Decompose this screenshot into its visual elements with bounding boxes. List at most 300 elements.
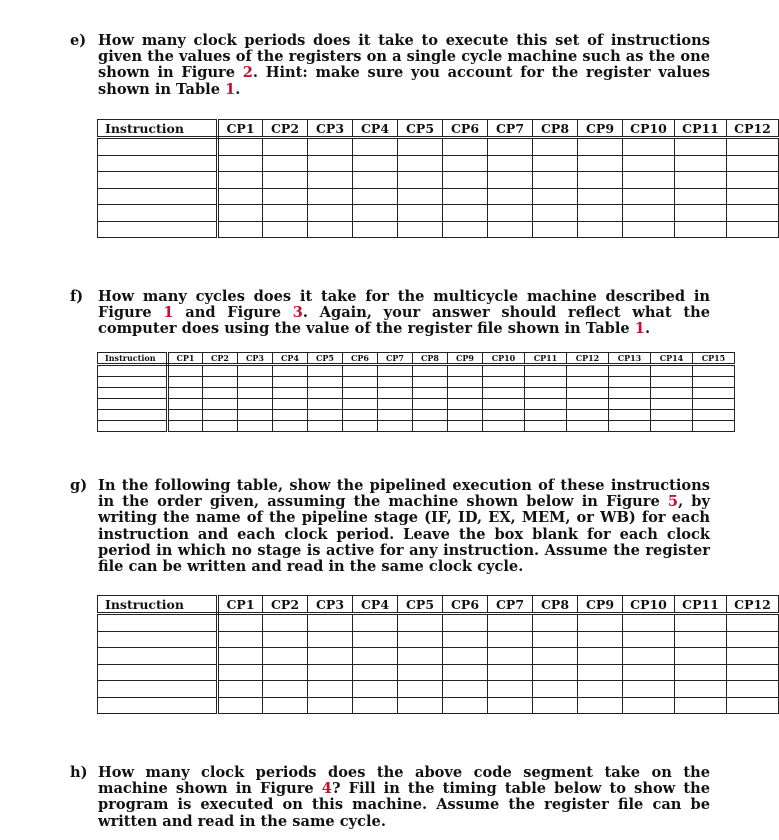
stage-cell[interactable] <box>343 388 378 399</box>
stage-cell[interactable] <box>651 410 693 421</box>
stage-cell[interactable] <box>273 410 308 421</box>
stage-cell[interactable] <box>238 388 273 399</box>
stage-cell[interactable] <box>263 681 308 698</box>
clock-period-header: CP10 <box>623 120 675 138</box>
stage-cell[interactable] <box>203 421 238 432</box>
stage-cell[interactable] <box>308 410 343 421</box>
stage-cell[interactable] <box>525 365 567 377</box>
stage-cell[interactable] <box>273 399 308 410</box>
table-row <box>98 681 779 698</box>
clock-period-header: CP4 <box>353 120 398 138</box>
stage-cell[interactable] <box>218 648 263 665</box>
instruction-cell[interactable] <box>98 664 218 681</box>
stage-cell[interactable] <box>488 648 533 665</box>
stage-cell[interactable] <box>443 155 488 172</box>
table-row <box>98 631 779 648</box>
stage-cell[interactable] <box>263 138 308 156</box>
stage-cell[interactable] <box>413 399 448 410</box>
clock-period-header: CP12 <box>567 353 609 365</box>
stage-cell[interactable] <box>308 697 353 714</box>
stage-cell[interactable] <box>525 410 567 421</box>
stage-cell[interactable] <box>443 172 488 189</box>
stage-cell[interactable] <box>238 421 273 432</box>
stage-cell[interactable] <box>727 138 779 156</box>
stage-cell[interactable] <box>443 614 488 632</box>
clock-period-header: CP3 <box>238 353 273 365</box>
stage-cell[interactable] <box>378 365 413 377</box>
stage-cell[interactable] <box>378 421 413 432</box>
stage-cell[interactable] <box>727 697 779 714</box>
stage-cell[interactable] <box>218 172 263 189</box>
stage-cell[interactable] <box>623 221 675 238</box>
instruction-cell[interactable] <box>98 631 218 648</box>
stage-cell[interactable] <box>263 172 308 189</box>
stage-cell[interactable] <box>567 365 609 377</box>
stage-cell[interactable] <box>727 172 779 189</box>
stage-cell[interactable] <box>727 205 779 222</box>
clock-period-header: CP12 <box>727 120 779 138</box>
stage-cell[interactable] <box>578 681 623 698</box>
stage-cell[interactable] <box>378 410 413 421</box>
stage-cell[interactable] <box>533 205 578 222</box>
text-run: How many clock periods does the above code segment take on the machine shown in Figure <box>98 764 710 798</box>
stage-cell[interactable] <box>168 365 203 377</box>
stage-cell[interactable] <box>263 205 308 222</box>
stage-cell[interactable] <box>273 365 308 377</box>
stage-cell[interactable] <box>168 421 203 432</box>
stage-cell[interactable] <box>218 664 263 681</box>
stage-cell[interactable] <box>413 377 448 388</box>
cross-reference-link[interactable]: 1 <box>225 80 236 98</box>
stage-cell[interactable] <box>308 631 353 648</box>
table-row <box>98 399 735 410</box>
stage-cell[interactable] <box>218 138 263 156</box>
stage-cell[interactable] <box>308 188 353 205</box>
stage-cell[interactable] <box>343 377 378 388</box>
stage-cell[interactable] <box>578 188 623 205</box>
instruction-cell[interactable] <box>98 221 218 238</box>
stage-cell[interactable] <box>578 631 623 648</box>
stage-cell[interactable] <box>483 421 525 432</box>
stage-cell[interactable] <box>623 205 675 222</box>
stage-cell[interactable] <box>675 221 727 238</box>
stage-cell[interactable] <box>443 664 488 681</box>
stage-cell[interactable] <box>398 697 443 714</box>
stage-cell[interactable] <box>675 155 727 172</box>
table-row <box>98 365 735 377</box>
table-row <box>98 188 779 205</box>
stage-cell[interactable] <box>413 388 448 399</box>
stage-cell[interactable] <box>378 377 413 388</box>
stage-cell[interactable] <box>218 614 263 632</box>
stage-cell[interactable] <box>308 221 353 238</box>
table-row <box>98 138 779 156</box>
stage-cell[interactable] <box>448 365 483 377</box>
stage-cell[interactable] <box>623 188 675 205</box>
stage-cell[interactable] <box>483 410 525 421</box>
stage-cell[interactable] <box>263 631 308 648</box>
stage-cell[interactable] <box>651 421 693 432</box>
stage-cell[interactable] <box>398 188 443 205</box>
stage-cell[interactable] <box>263 664 308 681</box>
instruction-cell[interactable] <box>98 681 218 698</box>
stage-cell[interactable] <box>398 648 443 665</box>
stage-cell[interactable] <box>398 155 443 172</box>
clock-period-header: CP11 <box>675 596 727 614</box>
stage-cell[interactable] <box>488 188 533 205</box>
stage-cell[interactable] <box>443 205 488 222</box>
stage-cell[interactable] <box>443 138 488 156</box>
stage-cell[interactable] <box>218 221 263 238</box>
clock-period-header: CP10 <box>483 353 525 365</box>
stage-cell[interactable] <box>578 205 623 222</box>
instruction-cell[interactable] <box>98 138 218 156</box>
text-run: . Hint: make sure you account for the register values shown in Table <box>98 64 710 98</box>
stage-cell[interactable] <box>693 365 735 377</box>
stage-cell[interactable] <box>675 681 727 698</box>
stage-cell[interactable] <box>488 205 533 222</box>
stage-cell[interactable] <box>443 188 488 205</box>
stage-cell[interactable] <box>273 421 308 432</box>
instruction-cell[interactable] <box>98 399 168 410</box>
stage-cell[interactable] <box>353 614 398 632</box>
stage-cell[interactable] <box>308 664 353 681</box>
stage-cell[interactable] <box>483 365 525 377</box>
stage-cell[interactable] <box>488 631 533 648</box>
stage-cell[interactable] <box>263 697 308 714</box>
stage-cell[interactable] <box>651 377 693 388</box>
stage-cell[interactable] <box>488 221 533 238</box>
stage-cell[interactable] <box>533 614 578 632</box>
stage-cell[interactable] <box>675 697 727 714</box>
stage-cell[interactable] <box>353 681 398 698</box>
table-row <box>98 697 779 714</box>
stage-cell[interactable] <box>533 664 578 681</box>
stage-cell[interactable] <box>727 664 779 681</box>
stage-cell[interactable] <box>675 648 727 665</box>
stage-cell[interactable] <box>533 631 578 648</box>
instruction-cell[interactable] <box>98 421 168 432</box>
clock-period-header: CP9 <box>448 353 483 365</box>
stage-cell[interactable] <box>623 155 675 172</box>
stage-cell[interactable] <box>488 155 533 172</box>
stage-cell[interactable] <box>263 188 308 205</box>
stage-cell[interactable] <box>398 614 443 632</box>
stage-cell[interactable] <box>567 421 609 432</box>
stage-cell[interactable] <box>168 399 203 410</box>
stage-cell[interactable] <box>623 681 675 698</box>
stage-cell[interactable] <box>675 138 727 156</box>
stage-cell[interactable] <box>238 399 273 410</box>
clock-period-header: CP5 <box>398 596 443 614</box>
cross-reference-link[interactable]: 1 <box>163 304 174 322</box>
stage-cell[interactable] <box>567 377 609 388</box>
stage-cell[interactable] <box>218 631 263 648</box>
stage-cell[interactable] <box>343 365 378 377</box>
stage-cell[interactable] <box>168 388 203 399</box>
stage-cell[interactable] <box>308 205 353 222</box>
stage-cell[interactable] <box>533 221 578 238</box>
stage-cell[interactable] <box>218 155 263 172</box>
instruction-cell[interactable] <box>98 365 168 377</box>
question-text <box>98 33 710 98</box>
stage-cell[interactable] <box>448 421 483 432</box>
stage-cell[interactable] <box>693 421 735 432</box>
instruction-cell[interactable] <box>98 410 168 421</box>
clock-period-header: CP10 <box>623 596 675 614</box>
stage-cell[interactable] <box>263 614 308 632</box>
stage-cell[interactable] <box>623 138 675 156</box>
stage-cell[interactable] <box>675 172 727 189</box>
stage-cell[interactable] <box>483 399 525 410</box>
stage-cell[interactable] <box>238 365 273 377</box>
clock-period-header: CP8 <box>533 596 578 614</box>
stage-cell[interactable] <box>443 697 488 714</box>
stage-cell[interactable] <box>651 388 693 399</box>
stage-cell[interactable] <box>578 172 623 189</box>
text-run: , by writing the name of the pipeline stage (IF, ID, EX, MEM, or WB) for each instruction and each clock period. Leave the box blank for each clock period in which no stage is active for any instruction. Assume the register file can be written and read in the same clock cycle. <box>98 493 710 576</box>
stage-cell[interactable] <box>263 221 308 238</box>
stage-cell[interactable] <box>443 221 488 238</box>
stage-cell[interactable] <box>218 188 263 205</box>
stage-cell[interactable] <box>693 410 735 421</box>
stage-cell[interactable] <box>623 631 675 648</box>
stage-cell[interactable] <box>675 614 727 632</box>
table-header-row <box>98 353 735 365</box>
stage-cell[interactable] <box>693 377 735 388</box>
stage-cell[interactable] <box>308 421 343 432</box>
stage-cell[interactable] <box>398 664 443 681</box>
stage-cell[interactable] <box>353 172 398 189</box>
stage-cell[interactable] <box>693 399 735 410</box>
stage-cell[interactable] <box>578 648 623 665</box>
stage-cell[interactable] <box>168 410 203 421</box>
stage-cell[interactable] <box>168 377 203 388</box>
stage-cell[interactable] <box>525 399 567 410</box>
stage-cell[interactable] <box>203 377 238 388</box>
stage-cell[interactable] <box>623 697 675 714</box>
stage-cell[interactable] <box>443 648 488 665</box>
cross-reference-link[interactable]: 3 <box>292 304 303 322</box>
question-e <box>70 33 710 98</box>
stage-cell[interactable] <box>218 205 263 222</box>
stage-cell[interactable] <box>483 388 525 399</box>
stage-cell[interactable] <box>353 138 398 156</box>
stage-cell[interactable] <box>609 365 651 377</box>
stage-cell[interactable] <box>675 631 727 648</box>
stage-cell[interactable] <box>727 155 779 172</box>
instruction-cell[interactable] <box>98 205 218 222</box>
clock-period-header: CP3 <box>308 596 353 614</box>
stage-cell[interactable] <box>609 388 651 399</box>
cross-reference-link[interactable]: 1 <box>634 320 645 338</box>
stage-cell[interactable] <box>353 631 398 648</box>
stage-cell[interactable] <box>693 388 735 399</box>
stage-cell[interactable] <box>343 410 378 421</box>
instruction-cell[interactable] <box>98 697 218 714</box>
instruction-cell[interactable] <box>98 172 218 189</box>
stage-cell[interactable] <box>675 205 727 222</box>
stage-cell[interactable] <box>727 614 779 632</box>
instruction-cell[interactable] <box>98 155 218 172</box>
stage-cell[interactable] <box>567 399 609 410</box>
table-header-row <box>98 120 779 138</box>
stage-cell[interactable] <box>413 410 448 421</box>
stage-cell[interactable] <box>609 399 651 410</box>
table-row <box>98 172 779 189</box>
stage-cell[interactable] <box>398 221 443 238</box>
stage-cell[interactable] <box>578 614 623 632</box>
stage-cell[interactable] <box>488 138 533 156</box>
stage-cell[interactable] <box>308 399 343 410</box>
stage-cell[interactable] <box>308 614 353 632</box>
stage-cell[interactable] <box>567 410 609 421</box>
stage-cell[interactable] <box>353 155 398 172</box>
stage-cell[interactable] <box>308 172 353 189</box>
cross-reference-link[interactable]: 2 <box>242 64 253 82</box>
stage-cell[interactable] <box>398 172 443 189</box>
stage-cell[interactable] <box>353 648 398 665</box>
stage-cell[interactable] <box>353 221 398 238</box>
stage-cell[interactable] <box>218 681 263 698</box>
stage-cell[interactable] <box>203 410 238 421</box>
instruction-cell[interactable] <box>98 377 168 388</box>
stage-cell[interactable] <box>651 399 693 410</box>
instruction-cell[interactable] <box>98 614 218 632</box>
stage-cell[interactable] <box>567 388 609 399</box>
stage-cell[interactable] <box>609 410 651 421</box>
stage-cell[interactable] <box>533 138 578 156</box>
stage-cell[interactable] <box>398 681 443 698</box>
stage-cell[interactable] <box>308 365 343 377</box>
stage-cell[interactable] <box>413 365 448 377</box>
question-text <box>98 478 710 575</box>
stage-cell[interactable] <box>727 631 779 648</box>
stage-cell[interactable] <box>533 648 578 665</box>
stage-cell[interactable] <box>448 399 483 410</box>
stage-cell[interactable] <box>353 697 398 714</box>
stage-cell[interactable] <box>398 138 443 156</box>
stage-cell[interactable] <box>525 421 567 432</box>
stage-cell[interactable] <box>623 172 675 189</box>
stage-cell[interactable] <box>488 697 533 714</box>
stage-cell[interactable] <box>203 388 238 399</box>
stage-cell[interactable] <box>238 410 273 421</box>
stage-cell[interactable] <box>238 377 273 388</box>
clock-period-header: CP12 <box>727 596 779 614</box>
stage-cell[interactable] <box>525 388 567 399</box>
stage-cell[interactable] <box>308 138 353 156</box>
stage-cell[interactable] <box>263 155 308 172</box>
cross-reference-link[interactable]: 4 <box>321 780 332 798</box>
stage-cell[interactable] <box>578 155 623 172</box>
stage-cell[interactable] <box>398 631 443 648</box>
stage-cell[interactable] <box>727 188 779 205</box>
stage-cell[interactable] <box>533 188 578 205</box>
stage-cell[interactable] <box>308 648 353 665</box>
stage-cell[interactable] <box>398 205 443 222</box>
stage-cell[interactable] <box>675 188 727 205</box>
clock-period-header: CP4 <box>273 353 308 365</box>
stage-cell[interactable] <box>343 421 378 432</box>
stage-cell[interactable] <box>609 377 651 388</box>
instruction-cell[interactable] <box>98 388 168 399</box>
stage-cell[interactable] <box>578 138 623 156</box>
stage-cell[interactable] <box>448 410 483 421</box>
stage-cell[interactable] <box>443 631 488 648</box>
stage-cell[interactable] <box>448 388 483 399</box>
instruction-cell[interactable] <box>98 648 218 665</box>
text-run: . <box>644 320 651 338</box>
stage-cell[interactable] <box>488 614 533 632</box>
stage-cell[interactable] <box>623 614 675 632</box>
stage-cell[interactable] <box>533 681 578 698</box>
clock-period-header: CP15 <box>693 353 735 365</box>
clock-period-header: CP2 <box>263 596 308 614</box>
stage-cell[interactable] <box>675 664 727 681</box>
stage-cell[interactable] <box>533 697 578 714</box>
stage-cell[interactable] <box>727 648 779 665</box>
stage-cell[interactable] <box>263 648 308 665</box>
stage-cell[interactable] <box>448 377 483 388</box>
clock-period-header: CP1 <box>218 596 263 614</box>
stage-cell[interactable] <box>483 377 525 388</box>
clock-period-header: CP3 <box>308 120 353 138</box>
stage-cell[interactable] <box>413 421 448 432</box>
stage-cell[interactable] <box>727 681 779 698</box>
stage-cell[interactable] <box>203 399 238 410</box>
stage-cell[interactable] <box>308 155 353 172</box>
table-row <box>98 155 779 172</box>
stage-cell[interactable] <box>578 664 623 681</box>
stage-cell[interactable] <box>727 221 779 238</box>
stage-cell[interactable] <box>488 664 533 681</box>
stage-cell[interactable] <box>353 188 398 205</box>
stage-cell[interactable] <box>273 388 308 399</box>
stage-cell[interactable] <box>308 681 353 698</box>
stage-cell[interactable] <box>308 388 343 399</box>
question-g <box>70 478 710 575</box>
stage-cell[interactable] <box>623 664 675 681</box>
stage-cell[interactable] <box>353 664 398 681</box>
stage-cell[interactable] <box>273 377 308 388</box>
stage-cell[interactable] <box>308 377 343 388</box>
table-header-row <box>98 596 779 614</box>
cross-reference-link[interactable]: 5 <box>667 493 679 511</box>
stage-cell[interactable] <box>353 205 398 222</box>
stage-cell[interactable] <box>525 377 567 388</box>
instruction-cell[interactable] <box>98 188 218 205</box>
stage-cell[interactable] <box>443 681 488 698</box>
stage-cell[interactable] <box>343 399 378 410</box>
stage-cell[interactable] <box>488 681 533 698</box>
stage-cell[interactable] <box>609 421 651 432</box>
stage-cell[interactable] <box>651 365 693 377</box>
clock-period-header: CP7 <box>488 120 533 138</box>
stage-cell[interactable] <box>533 172 578 189</box>
stage-cell[interactable] <box>578 697 623 714</box>
timing-table-f <box>97 352 752 428</box>
stage-cell[interactable] <box>203 365 238 377</box>
question-label: e) <box>70 32 87 49</box>
stage-cell[interactable] <box>378 399 413 410</box>
stage-cell[interactable] <box>578 221 623 238</box>
stage-cell[interactable] <box>218 697 263 714</box>
stage-cell[interactable] <box>378 388 413 399</box>
stage-cell[interactable] <box>623 648 675 665</box>
stage-cell[interactable] <box>488 172 533 189</box>
stage-cell[interactable] <box>533 155 578 172</box>
